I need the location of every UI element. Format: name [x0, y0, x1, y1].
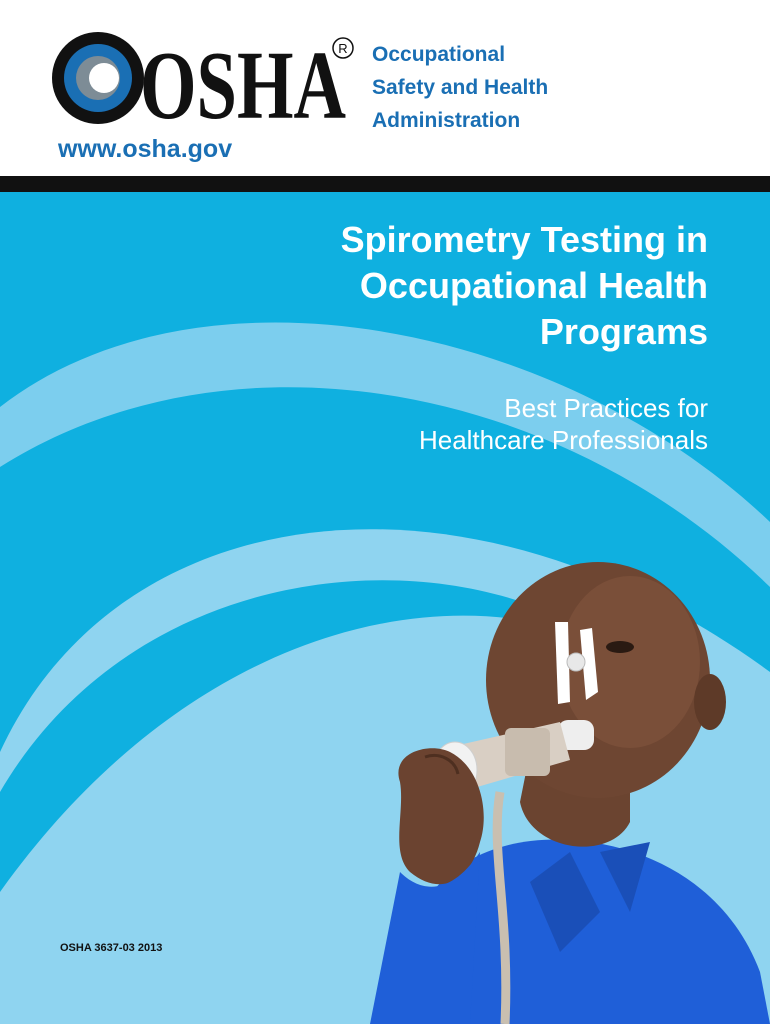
svg-text:R: R	[338, 41, 348, 56]
agency-line-1: Occupational	[372, 43, 506, 66]
title-line-3: Programs	[539, 311, 708, 352]
cover-panel	[0, 192, 770, 1024]
header	[0, 0, 770, 176]
document-title	[108, 217, 708, 355]
subtitle-line-2: Healthcare Professionals	[418, 425, 708, 455]
osha-logo-emblem-icon	[52, 32, 144, 124]
osha-logo	[52, 30, 362, 130]
agency-name	[372, 38, 672, 137]
agency-line-3: Administration	[372, 109, 521, 132]
person-using-spirometer-photo	[330, 552, 770, 1024]
website-link[interactable]: www.osha.gov	[58, 135, 233, 163]
osha-logo-text: OSHA	[140, 32, 347, 130]
subtitle-line-1: Best Practices for	[504, 393, 708, 423]
title-line-1: Spirometry Testing in	[340, 219, 708, 260]
agency-line-2: Safety and Health	[372, 76, 549, 99]
publication-number: OSHA 3637-03 2013	[60, 942, 163, 954]
document-subtitle	[108, 392, 708, 456]
title-line-2: Occupational Health	[359, 265, 708, 306]
header-divider-bar	[0, 176, 770, 192]
